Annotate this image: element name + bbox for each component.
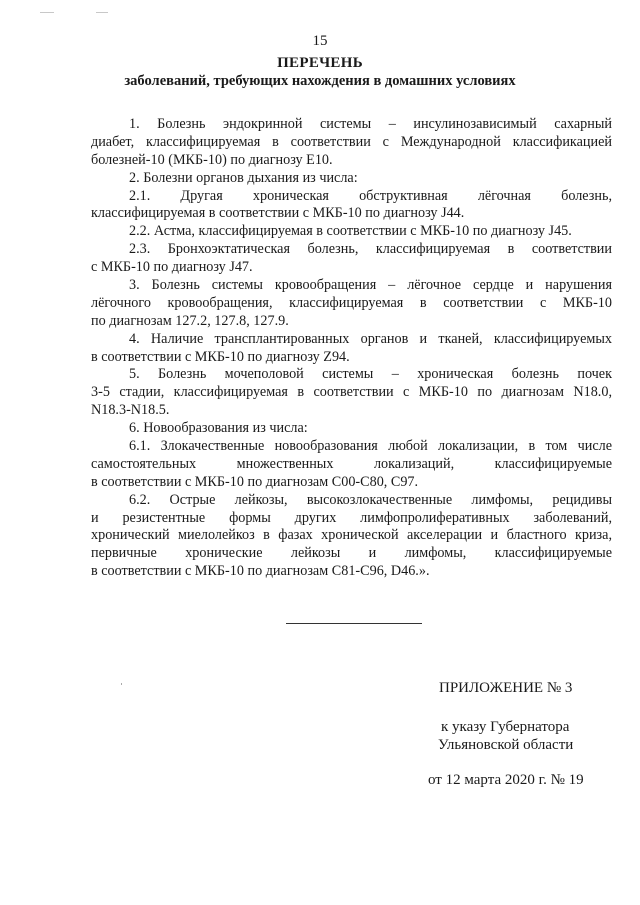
- text-line: по диагнозам 127.2, 127.8, 127.9.: [91, 312, 289, 329]
- scan-artifact: [96, 12, 108, 13]
- text-line: в соответствии с МКБ-10 по диагнозу Z94.: [91, 348, 350, 365]
- text-line: 6. Новообразования из числа:: [129, 420, 308, 437]
- appendix-label: ПРИЛОЖЕНИЕ № 3: [439, 680, 573, 696]
- text-line: 2.2. Астма, классифицируемая в соответствии с МКБ-10 по диагнозу J45.: [129, 223, 572, 240]
- text-line: в соответствии с МКБ-10 по диагнозам С00-С80, С97.: [91, 473, 419, 490]
- text-line: болезней-10 (МКБ-10) по диагнозу Е10.: [91, 151, 333, 168]
- page-number: 15: [312, 33, 328, 49]
- appendix-date-line: от 12 марта 2020 г. № 19: [428, 772, 584, 788]
- separator-line: [286, 623, 422, 624]
- document-body: [91, 116, 612, 581]
- text-line: первичные хронические лейкозы и лимфомы, классифицируемые: [91, 545, 612, 562]
- text-line: лёгочного кровообращения, классифицируемая в соответствии с МКБ-10: [91, 294, 612, 311]
- text-line: N18.3-N18.5.: [91, 402, 170, 419]
- document-title: ПЕРЕЧЕНЬ: [277, 55, 363, 71]
- document-subtitle: заболеваний, требующих нахождения в домашних условиях: [124, 73, 516, 89]
- text-line: 2.3. Бронхоэктатическая болезнь, классифицируемая в соответствии: [129, 241, 612, 258]
- text-line: 2. Болезни органов дыхания из числа:: [129, 169, 358, 186]
- text-line: диабет, классифицируемая в соответствии с Международной классификацией: [91, 133, 612, 150]
- text-line: 3-5 стадии, классифицируемая в соответствии с МКБ-10 по диагнозам N18.0,: [91, 384, 612, 401]
- text-line: самостоятельных множественных локализаций, классифицируемые: [91, 455, 612, 472]
- text-line: 6.1. Злокачественные новообразования любой локализации, в том числе: [129, 438, 612, 455]
- appendix-decree-line: к указу Губернатора: [441, 719, 570, 735]
- text-line: классифицируемая в соответствии с МКБ-10 по диагнозу J44.: [91, 205, 465, 222]
- text-line: 3. Болезнь системы кровообращения – лёгочное сердце и нарушения: [129, 277, 612, 294]
- text-line: с МКБ-10 по диагнозу J47.: [91, 259, 253, 276]
- text-line: 5. Болезнь мочеполовой системы – хроническая болезнь почек: [129, 366, 612, 383]
- scan-artifact: [121, 683, 122, 685]
- text-line: 2.1. Другая хроническая обструктивная лёгочная болезнь,: [129, 187, 612, 204]
- text-line: и резистентные формы других лимфопролиферативных заболеваний,: [91, 509, 612, 526]
- scan-artifact: [40, 12, 54, 13]
- text-line: 1. Болезнь эндокринной системы – инсулинозависимый сахарный: [129, 116, 612, 132]
- text-line: 6.2. Острые лейкозы, высокозлокачественные лимфомы, рецидивы: [129, 491, 612, 508]
- text-line: в соответствии с МКБ-10 по диагнозам С81-С96, D46.».: [91, 563, 430, 580]
- text-line: 4. Наличие трансплантированных органов и тканей, классифицируемых: [129, 330, 612, 347]
- text-line: хронический миелолейкоз в фазах хронической акселерации и бластного криза,: [91, 527, 612, 544]
- appendix-region-line: Ульяновской области: [438, 737, 574, 753]
